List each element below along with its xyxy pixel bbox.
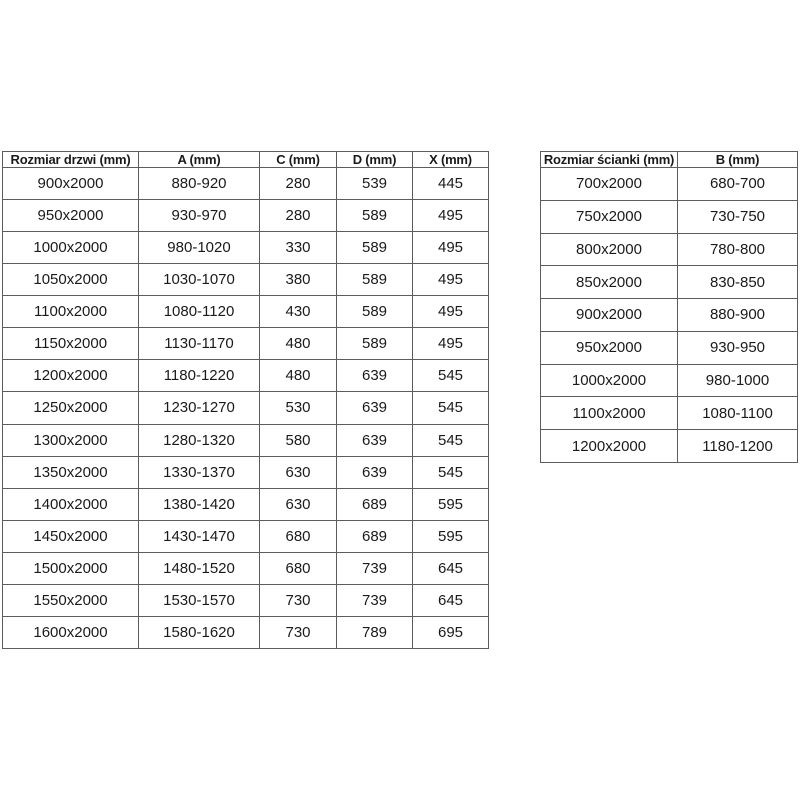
column-header: D (mm) xyxy=(337,152,413,168)
table-cell: 639 xyxy=(337,392,413,424)
table-cell: 880-920 xyxy=(139,168,260,200)
table-cell: 1500x2000 xyxy=(3,552,139,584)
table-cell: 800x2000 xyxy=(541,233,678,266)
table-cell: 780-800 xyxy=(678,233,798,266)
table-row xyxy=(3,552,489,584)
door-sizes-table xyxy=(2,151,489,649)
table-cell: 900x2000 xyxy=(3,168,139,200)
table-cell: 1180-1220 xyxy=(139,360,260,392)
table-cell: 739 xyxy=(337,552,413,584)
table-row xyxy=(3,296,489,328)
table-row xyxy=(3,168,489,200)
table-cell: 645 xyxy=(413,584,489,616)
table-row xyxy=(3,360,489,392)
table-cell: 645 xyxy=(413,552,489,584)
table-cell: 730 xyxy=(260,584,337,616)
table-cell: 1080-1100 xyxy=(678,397,798,430)
table-cell: 789 xyxy=(337,616,413,648)
table-cell: 680 xyxy=(260,520,337,552)
table-cell: 900x2000 xyxy=(541,299,678,332)
table-cell: 1000x2000 xyxy=(3,232,139,264)
table-cell: 430 xyxy=(260,296,337,328)
column-header: Rozmiar drzwi (mm) xyxy=(3,152,139,168)
table-cell: 580 xyxy=(260,424,337,456)
table-row xyxy=(541,233,798,266)
table-cell: 530 xyxy=(260,392,337,424)
table-cell: 1250x2000 xyxy=(3,392,139,424)
table-row xyxy=(541,397,798,430)
table-cell: 589 xyxy=(337,232,413,264)
table-row xyxy=(541,430,798,463)
table-cell: 1230-1270 xyxy=(139,392,260,424)
table-cell: 689 xyxy=(337,488,413,520)
table-cell: 330 xyxy=(260,232,337,264)
table-cell: 280 xyxy=(260,200,337,232)
table-cell: 680-700 xyxy=(678,168,798,201)
table-cell: 545 xyxy=(413,392,489,424)
table-cell: 1100x2000 xyxy=(541,397,678,430)
table-cell: 1100x2000 xyxy=(3,296,139,328)
table-cell: 595 xyxy=(413,488,489,520)
table-cell: 1300x2000 xyxy=(3,424,139,456)
table-row xyxy=(3,488,489,520)
table-cell: 480 xyxy=(260,360,337,392)
table-cell: 1350x2000 xyxy=(3,456,139,488)
table-cell: 1400x2000 xyxy=(3,488,139,520)
table-cell: 1150x2000 xyxy=(3,328,139,360)
column-header: X (mm) xyxy=(413,152,489,168)
table-cell: 1600x2000 xyxy=(3,616,139,648)
table-cell: 930-950 xyxy=(678,331,798,364)
table-row xyxy=(541,266,798,299)
table-cell: 1130-1170 xyxy=(139,328,260,360)
table-row xyxy=(3,616,489,648)
table-cell: 1280-1320 xyxy=(139,424,260,456)
table-cell: 695 xyxy=(413,616,489,648)
wall-panel-sizes-table xyxy=(540,151,798,463)
table-cell: 750x2000 xyxy=(541,200,678,233)
table-cell: 589 xyxy=(337,296,413,328)
table-row xyxy=(3,520,489,552)
table-cell: 495 xyxy=(413,328,489,360)
table-cell: 545 xyxy=(413,456,489,488)
table-cell: 950x2000 xyxy=(3,200,139,232)
table-cell: 545 xyxy=(413,360,489,392)
table-cell: 589 xyxy=(337,264,413,296)
table-cell: 1450x2000 xyxy=(3,520,139,552)
table-row xyxy=(541,364,798,397)
table-cell: 850x2000 xyxy=(541,266,678,299)
column-header: B (mm) xyxy=(678,152,798,168)
table-cell: 680 xyxy=(260,552,337,584)
table-cell: 589 xyxy=(337,328,413,360)
table-cell: 1380-1420 xyxy=(139,488,260,520)
header-row xyxy=(541,152,798,168)
table-cell: 495 xyxy=(413,296,489,328)
table-cell: 950x2000 xyxy=(541,331,678,364)
table-cell: 1180-1200 xyxy=(678,430,798,463)
table-cell: 630 xyxy=(260,488,337,520)
table-cell: 1530-1570 xyxy=(139,584,260,616)
table-cell: 595 xyxy=(413,520,489,552)
table-cell: 730 xyxy=(260,616,337,648)
table-cell: 1050x2000 xyxy=(3,264,139,296)
table-cell: 700x2000 xyxy=(541,168,678,201)
table-cell: 589 xyxy=(337,200,413,232)
table-cell: 445 xyxy=(413,168,489,200)
column-header: Rozmiar ścianki (mm) xyxy=(541,152,678,168)
table-cell: 280 xyxy=(260,168,337,200)
table-cell: 930-970 xyxy=(139,200,260,232)
table-cell: 1430-1470 xyxy=(139,520,260,552)
table-cell: 480 xyxy=(260,328,337,360)
table-row xyxy=(3,264,489,296)
column-header: C (mm) xyxy=(260,152,337,168)
table-cell: 830-850 xyxy=(678,266,798,299)
table-row xyxy=(3,584,489,616)
table-row xyxy=(3,392,489,424)
table-row xyxy=(3,328,489,360)
table-row xyxy=(3,200,489,232)
table-cell: 730-750 xyxy=(678,200,798,233)
table-cell: 639 xyxy=(337,424,413,456)
table-row xyxy=(541,299,798,332)
table-cell: 880-900 xyxy=(678,299,798,332)
table-cell: 689 xyxy=(337,520,413,552)
table-cell: 1330-1370 xyxy=(139,456,260,488)
table-cell: 1580-1620 xyxy=(139,616,260,648)
table-row xyxy=(541,331,798,364)
table-cell: 1480-1520 xyxy=(139,552,260,584)
table-cell: 639 xyxy=(337,456,413,488)
table-cell: 1030-1070 xyxy=(139,264,260,296)
table-cell: 1080-1120 xyxy=(139,296,260,328)
table-row xyxy=(3,232,489,264)
table-cell: 1550x2000 xyxy=(3,584,139,616)
table-cell: 739 xyxy=(337,584,413,616)
table-cell: 1200x2000 xyxy=(3,360,139,392)
table-cell: 1200x2000 xyxy=(541,430,678,463)
table-cell: 545 xyxy=(413,424,489,456)
table-cell: 380 xyxy=(260,264,337,296)
table-row xyxy=(3,424,489,456)
table-cell: 495 xyxy=(413,264,489,296)
table-row xyxy=(3,456,489,488)
table-cell: 495 xyxy=(413,232,489,264)
table-cell: 639 xyxy=(337,360,413,392)
table-row xyxy=(541,200,798,233)
table-cell: 980-1020 xyxy=(139,232,260,264)
table-cell: 980-1000 xyxy=(678,364,798,397)
header-row xyxy=(3,152,489,168)
table-cell: 630 xyxy=(260,456,337,488)
table-cell: 539 xyxy=(337,168,413,200)
table-row xyxy=(541,168,798,201)
table-cell: 495 xyxy=(413,200,489,232)
column-header: A (mm) xyxy=(139,152,260,168)
table-cell: 1000x2000 xyxy=(541,364,678,397)
